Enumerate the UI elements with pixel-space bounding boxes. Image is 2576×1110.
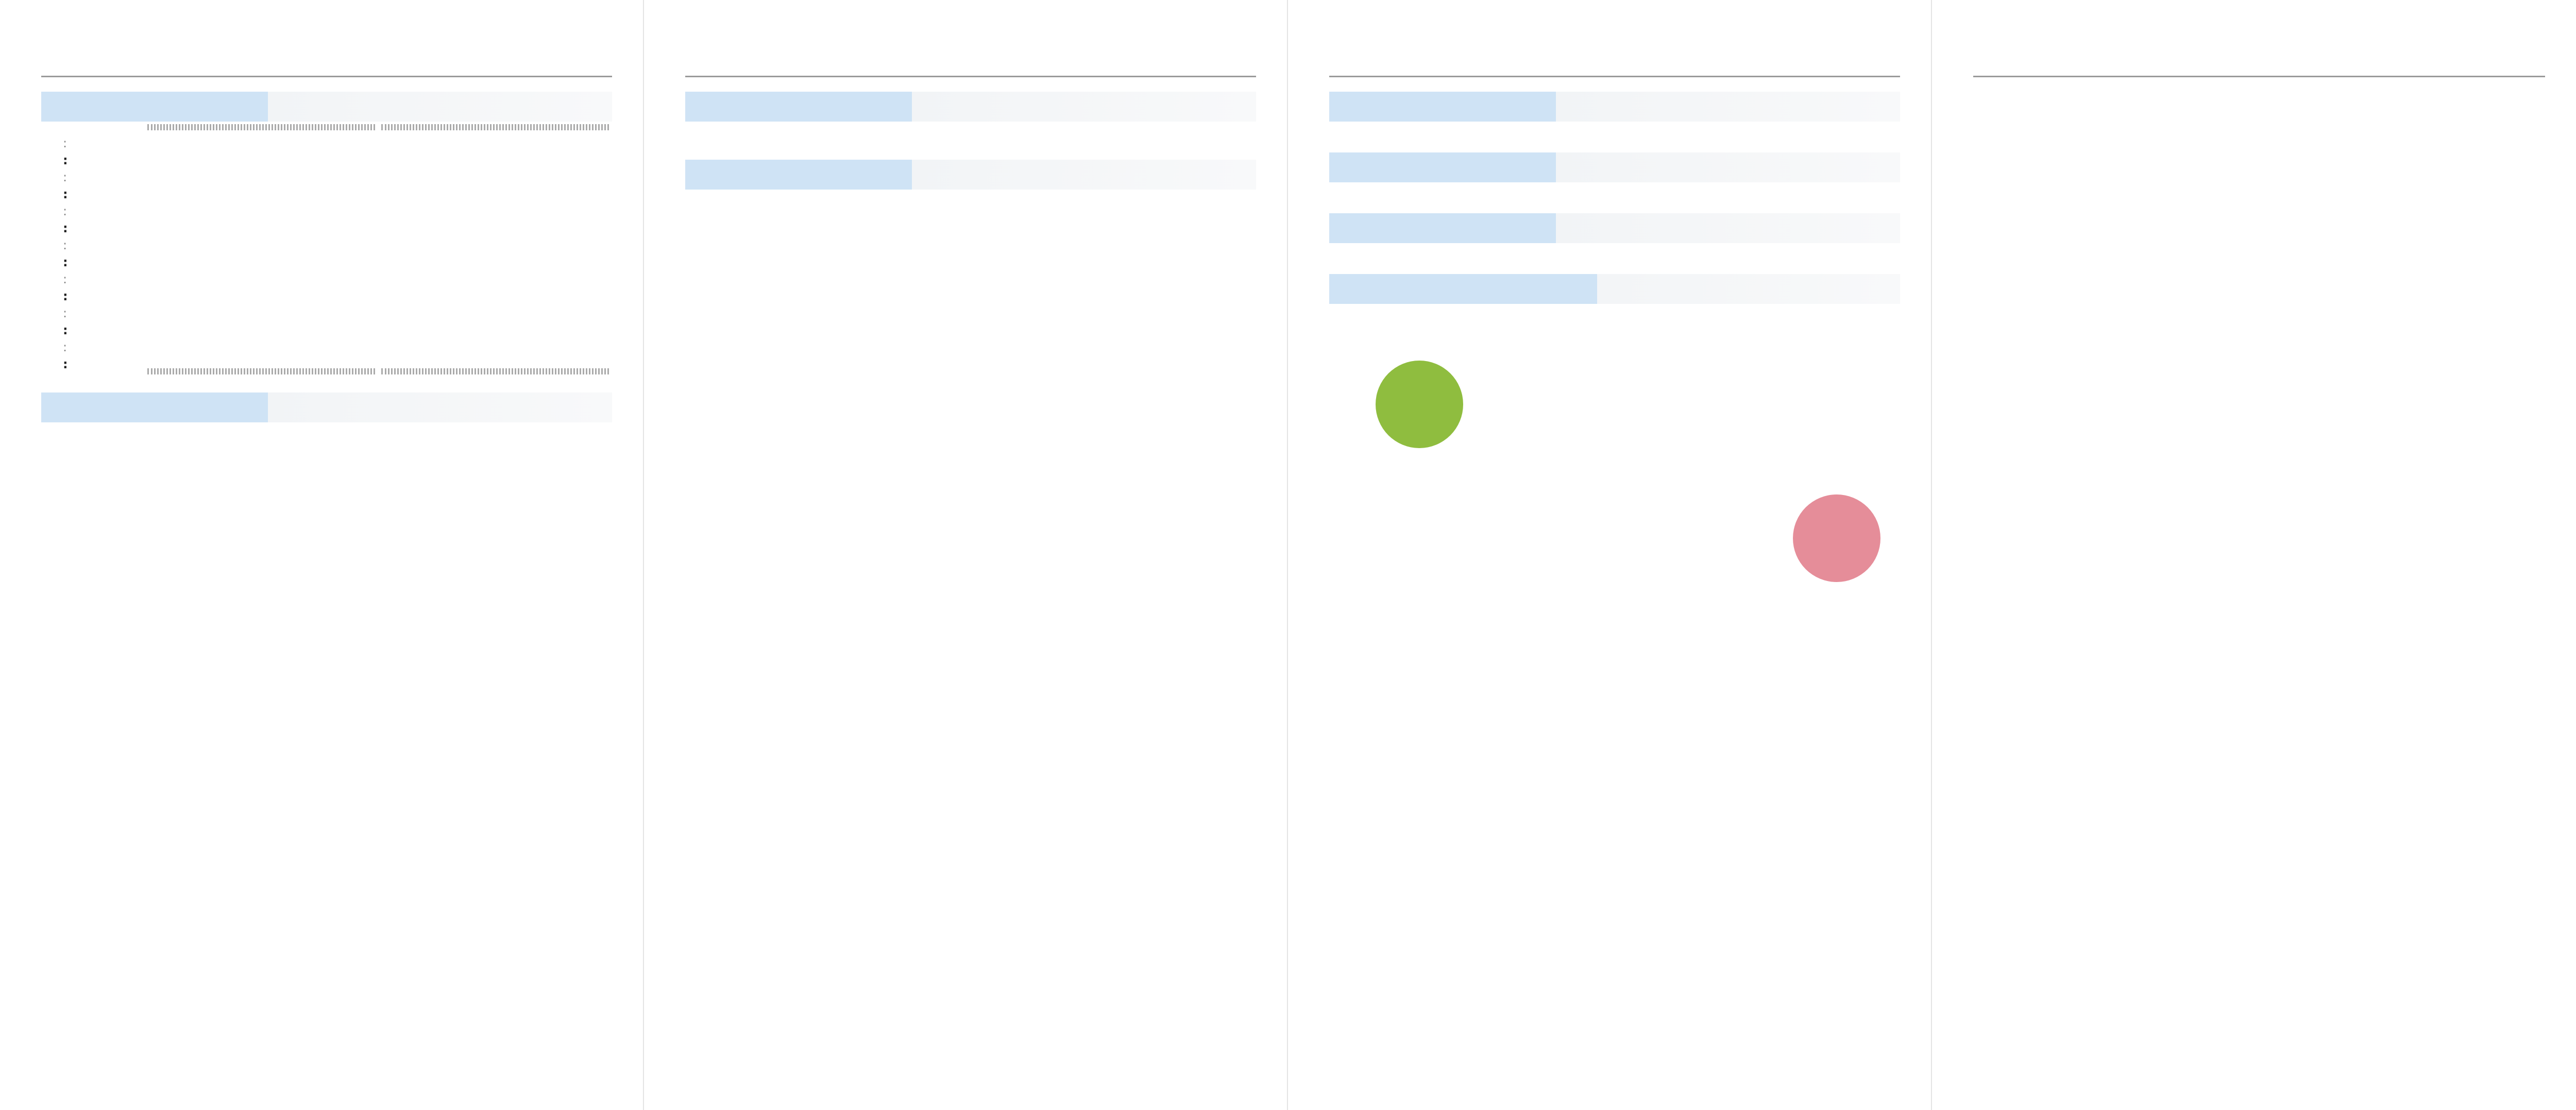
page-header [1329,0,1900,77]
responsive-reading [41,135,612,373]
responsive-line: : [63,289,68,303]
responsive-line: : [63,204,67,218]
responsive-line: : [63,221,68,235]
page-05 [1932,0,2576,1110]
leader-dots [381,129,609,130]
section-title [41,392,268,422]
page-04 [1288,0,1932,1110]
responsive-line: : [63,323,68,337]
section-title [685,160,912,190]
section-title [41,92,268,122]
program-row [41,378,612,379]
section-title [1329,213,1556,243]
page-header [1973,0,2545,77]
sunday-worship-section [41,92,612,379]
responsive-line: : [63,357,68,371]
worshipers-worship-section [685,160,1256,190]
responsive-line: : [63,187,68,201]
evening-worship-section [41,392,612,422]
leader-dots [381,373,609,374]
responsive-line: : [63,136,67,150]
section-title [1329,274,1597,304]
responsive-line: : [63,153,68,167]
wednesday-worship-section [1329,92,1900,122]
church-intro-section [1329,274,1900,304]
friday-worship-section [1329,152,1900,182]
section-title [685,92,912,122]
page-02 [0,0,644,1110]
leader-dots [147,129,375,130]
page-03 [644,0,1288,1110]
section-title [1329,92,1556,122]
kingdom-circle [1376,361,1463,448]
responsive-line: : [63,238,67,252]
responsive-line: : [63,272,67,286]
page-header [41,0,612,77]
youth-worship-section [685,92,1256,129]
responsive-line: : [63,306,67,320]
leader-dots [147,373,375,374]
page-header [685,0,1256,77]
responsive-line: : [63,255,68,269]
responsive-line: : [63,340,67,354]
section-title [1329,152,1556,182]
dawn-prayer-section [1329,213,1900,243]
discipleship-diagram [1329,330,1900,587]
responsive-line: : [63,170,67,184]
christlike-circle [1793,494,1880,582]
